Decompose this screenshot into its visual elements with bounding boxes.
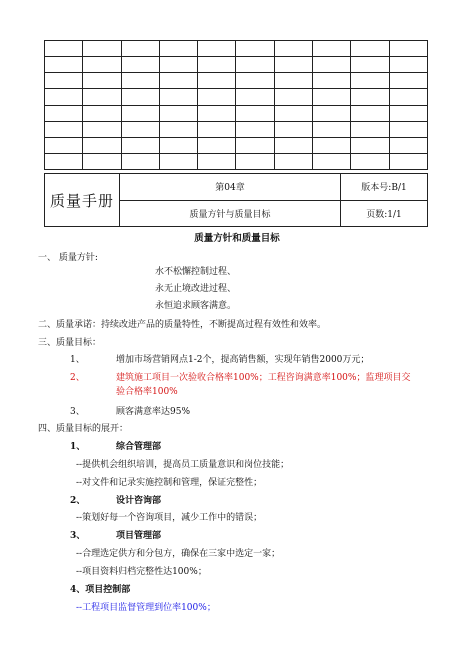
table-row <box>45 153 428 169</box>
dept-1-title: 综合管理部 <box>116 442 162 452</box>
objective-1-text: 增加市场营销网点1-2个，提高销售额，实现年销售2000万元； <box>116 355 370 365</box>
manual-title: 质量手册 <box>45 174 120 227</box>
policy-line-2: 永无止境改进过程、 <box>155 284 237 294</box>
dept-3-item-1: --合理选定供方和分包方，确保在三家中选定一家； <box>76 549 281 559</box>
objective-2-text: 建筑施工项目一次验收合格率100%；工程咨询满意率100%；监理项目交 <box>116 373 411 383</box>
dept-2-item-1: --策划好每一个咨询项目，减少工作中的错误； <box>76 513 263 523</box>
empty-grid-table <box>44 40 428 170</box>
table-row <box>45 41 428 57</box>
objective-3-number: 3、 <box>70 407 85 417</box>
dept-1-number: 1、 <box>70 442 86 452</box>
dept-2-title: 设计咨询部 <box>116 496 162 506</box>
table-row <box>45 105 428 121</box>
objective-2-continued: 验合格率100% <box>116 387 178 397</box>
section-title: 质量方针与质量目标 <box>120 200 341 227</box>
objective-1-number: 1、 <box>70 355 85 365</box>
version-label: 版本号:B/1 <box>341 174 428 201</box>
dept-2-number: 2、 <box>70 496 86 506</box>
table-row <box>45 57 428 73</box>
dept-3-title: 项目管理部 <box>116 531 162 541</box>
objective-2-number: 2、 <box>70 373 85 383</box>
table-row <box>45 73 428 89</box>
objective-3-text: 顾客满意率达95% <box>116 407 191 417</box>
dept-4-item-1: --工程项目监督管理到位率100%； <box>76 603 216 613</box>
dept-1-item-1: --提供机会组织培训，提高员工质量意识和岗位技能； <box>76 460 290 470</box>
document-title: 质量方针和质量目标 <box>194 233 280 244</box>
table-row <box>45 137 428 153</box>
dept-3-item-2: --项目资料归档完整性达100%； <box>76 567 207 577</box>
policy-line-1: 水不松懈控制过程、 <box>155 267 237 277</box>
policy-heading: 一、 质量方针: <box>38 253 98 263</box>
dept-1-item-2: --对文件和记录实施控制和管理，保证完整性； <box>76 478 263 488</box>
dept-3-number: 3、 <box>70 531 86 541</box>
page-count: 页数:1/1 <box>341 200 428 227</box>
table-row <box>45 121 428 137</box>
breakdown-heading: 四、质量目标的展开： <box>38 424 129 434</box>
objectives-heading: 三、质量目标： <box>38 338 102 348</box>
dept-4-title: 4、项目控制部 <box>70 585 131 595</box>
table-row <box>45 89 428 105</box>
quality-commitment: 二、质量承诺：持续改进产品的质量特性，不断提高过程有效性和效率。 <box>38 320 327 330</box>
chapter-label: 第04章 <box>120 174 341 201</box>
manual-header-table <box>44 173 428 227</box>
policy-line-3: 永恒追求顾客满意。 <box>155 301 237 311</box>
